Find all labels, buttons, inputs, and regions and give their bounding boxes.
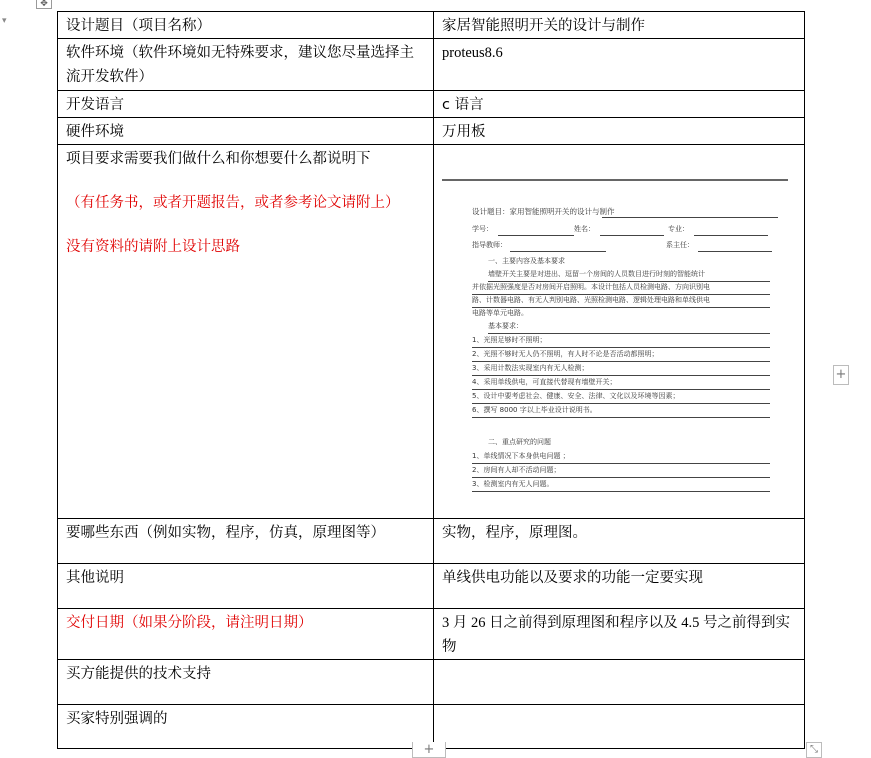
label-cell[interactable]: 买家特别强调的 (58, 705, 434, 749)
doc-paragraph: 墙壁开关主要是对进出、逗留一个房间的人员数目进行时刻的智能统计 (488, 268, 770, 282)
table-row (58, 609, 805, 660)
doc-section-1: 一、主要内容及基本要求 (488, 257, 565, 265)
table-row (58, 145, 805, 519)
design-idea-note: 没有资料的请附上设计思路 (66, 239, 240, 255)
doc-field-line (698, 251, 772, 252)
attachment-note: （有任务书，或者开题报告，或者参考论文请附上） (66, 195, 400, 211)
requirements-table (57, 11, 805, 749)
requirements-label: 项目要求需要我们做什么和你想要什么都说明下 (66, 151, 371, 167)
table-move-handle[interactable]: ✥ (36, 0, 52, 9)
doc-field-advisor: 指导教师： (472, 241, 507, 249)
add-column-button[interactable]: + (833, 365, 849, 385)
label-cell[interactable]: 设计题目（项目名称） (58, 12, 434, 39)
doc-paragraph: 电路等单元电路。 (472, 309, 528, 317)
label-cell[interactable]: 软件环境（软件环境如无特殊要求，建议您尽量选择主流开发软件） (58, 39, 434, 91)
label-cell[interactable]: 开发语言 (58, 91, 434, 118)
table-row (58, 118, 805, 145)
table-row (58, 39, 805, 91)
chevron-icon: ▾ (2, 16, 7, 26)
doc-req: 3、采用计数法实现室内有无人检测； (472, 362, 770, 376)
doc-title-underline (602, 217, 778, 218)
doc-basic-req: 基本要求： (488, 320, 770, 334)
label-cell[interactable]: 其他说明 (58, 564, 434, 609)
value-cell[interactable] (434, 705, 805, 749)
label-cell[interactable]: 硬件环境 (58, 118, 434, 145)
doc-question: 3、检测室内有无人问题。 (472, 478, 770, 492)
table-row (58, 660, 805, 705)
doc-field-line (600, 235, 664, 236)
value-cell[interactable]: 家居智能照明开关的设计与制作 (434, 12, 805, 39)
label-cell[interactable]: 交付日期（如果分阶段，请注明日期） (58, 609, 434, 660)
doc-paragraph: 并依据光照强度是否对房间开启照明。本设计包括人员检测电路、方向识别电 (472, 281, 770, 295)
doc-req: 4、采用单线供电，可直接代替现有墙壁开关； (472, 376, 770, 390)
value-cell[interactable]: 实物，程序，原理图。 (434, 519, 805, 564)
doc-question: 2、房间有人却不活动问题； (472, 464, 770, 478)
doc-section-2: 二、重点研究的问题 (488, 438, 551, 446)
doc-title: 设计题目：家用智能照明开关的设计与制作 (472, 207, 615, 216)
doc-field-line (498, 235, 574, 236)
doc-field-line (510, 251, 606, 252)
doc-req: 1、光照足够时不照明； (472, 334, 770, 348)
doc-field-director: 系主任： (666, 241, 694, 249)
doc-req: 2、光照不够时无人仍不照明，有人时不论是否活动都照明； (472, 348, 770, 362)
doc-field-name: 姓名： (574, 225, 595, 233)
value-cell[interactable] (434, 660, 805, 705)
value-cell[interactable]: 单线供电功能以及要求的功能一定要实现 (434, 564, 805, 609)
table-row (58, 519, 805, 564)
doc-question: 1、单线情况下本身供电问题 ； (472, 450, 770, 464)
resize-handle-icon[interactable]: ⤡ (806, 742, 822, 758)
value-cell[interactable] (434, 145, 805, 519)
label-cell[interactable]: 要哪些东西（例如实物，程序，仿真，原理图等） (58, 519, 434, 564)
doc-req: 5、设计中要考虑社会、健康、安全、法律、文化以及环境等因素； (472, 390, 770, 404)
label-cell[interactable]: 买方能提供的技术支持 (58, 660, 434, 705)
label-cell[interactable] (58, 145, 434, 519)
doc-field-major: 专业： (668, 225, 689, 233)
doc-field-line (694, 235, 768, 236)
add-row-button[interactable]: + (412, 742, 446, 758)
value-cell[interactable]: 3 月 26 日之前得到原理图和程序以及 4.5 号之前得到实物 (434, 609, 805, 660)
value-cell[interactable]: 万用板 (434, 118, 805, 145)
embedded-document-image[interactable] (442, 179, 788, 499)
doc-field-student-id: 学号： (472, 225, 493, 233)
doc-paragraph: 路、计数器电路、有无人判别电路、光照检测电路、逻辑处理电路和单线供电 (472, 294, 770, 308)
value-cell[interactable]: c 语言 (434, 91, 805, 118)
table-row (58, 12, 805, 39)
table-row (58, 564, 805, 609)
value-cell[interactable]: proteus8.6 (434, 39, 805, 91)
table-row (58, 91, 805, 118)
doc-req: 6、撰写 8000 字以上毕业设计说明书。 (472, 404, 770, 418)
